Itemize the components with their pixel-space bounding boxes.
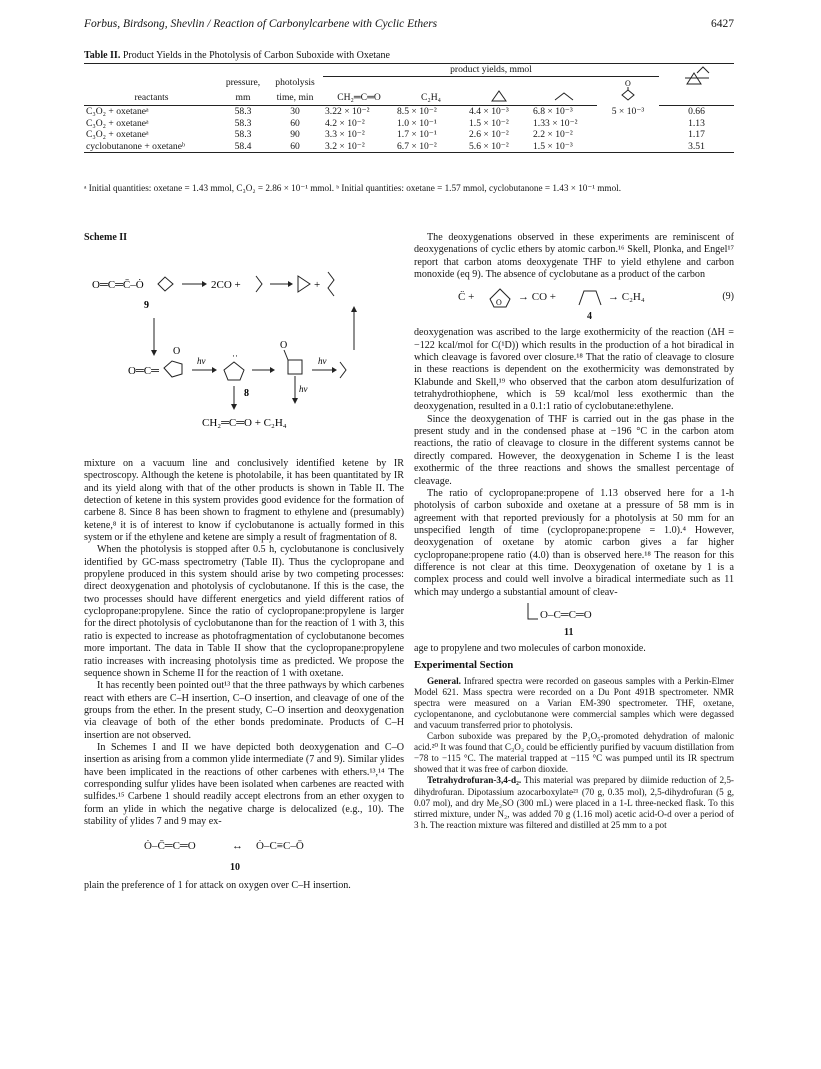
cyclopropane-icon [298,276,310,292]
biradical-11-structure [414,599,734,643]
arrow-icon [151,350,157,356]
paragraph: mixture on a vacuum line and conclusively identified ketene by IR spectroscopy. Although the ketene is photolabile, it has been quantitated by IR and its yield along with that of the other products is shown in Table II. The detection of ketene in this system provides good evidence for the formation of carbene 8. Since 8 has been shown to fragment to ethylene and (presumably) ketene,⁸ it is of interest to know if cyclobutanone is actually formed in this system or if the ethylene and ketene are simply a result of fragmentation of 8. [84,458,404,544]
compound-8-label: 8 [244,388,249,399]
left-column-body [84,458,404,893]
paragraph: When the photolysis is stopped after 0.5 h, cyclobutanone is conclusively identified by GC-mass spectrometry (Table II). Thus the cyclopropane and propylene produced in this system should arise by two competing processes: direct deoxygenation and photolysis of cyclobutanone. If this is the case, the two processes should have different energetics and yield different ratios of cyclopropane:propylene. Since the ratio of cyclopropane:propylene is larger for the direct photolysis of cyclobutanone than for the reaction of 1 with 3, this ratio is expected to increase as photofragmentation of cyclobutanone becomes more important. The data in Table II show that the cyclopropane:propylene ratio increases with increasing photolysis time as predicted. We propose the sequence shown in Scheme II for the reaction of 1 with oxetane. [84,544,404,679]
equation-number: (9) [722,291,734,303]
experimental-text [414,676,734,831]
cyclopentylidene-icon [224,362,244,380]
propene-icon [553,90,575,102]
arrow-icon [231,404,237,410]
arrow-icon [332,367,337,373]
carbon-atom: C̈ + [458,291,475,304]
paragraph: In Schemes I and II we have depicted both deoxygenation and C–O insertion as arising from a common ylide intermediate (7 and 9). Similar ylides have been implicated in the reactions of other carbenes with ethers.¹³,¹⁴ The corresponding sulfur ylides have been isolated when carbenes are reacted with sulfides.¹⁵ Carbene 1 should readily accept electrons from an ether oxygen to form an ylide in which the negative charge is delocalized (e.g., 10). The stability of ylides 7 and 9 may ex- [84,741,404,827]
arrow-icon [351,306,357,312]
cyclobutanone-o: O [625,79,631,88]
table-footnote: ᵃ Initial quantities: oxetane = 1.43 mmol, C₃O₂ = 2.86 × 10⁻¹ mmol. ᵇ Initial quantities: oxetane = 1.57 mmol, cyclobutanone = 1.43 × 10⁻¹ mmol. [84,183,622,193]
paragraph: It has recently been pointed out¹³ that the three pathways by which carbenes react with ethers are C–H insertion, C–O insertion, and cleavage of one of the groups from the ether. In the present study, C–O insertion and deoxygenation via cleavage of both of the ether bonds predominate. Products of C–H insertion are not observed. [84,680,404,741]
thf-ring-icon [164,361,182,377]
col-reactants: reactants [84,90,219,106]
compound-10-label: 10 [230,862,240,874]
compound-9-label: 9 [144,300,149,311]
paragraph: age to propylene and two molecules of carbon monoxide. [414,642,646,654]
table-label: Table II. [84,50,121,61]
svg-text:··: ·· [232,351,238,361]
general-text: Infrared spectra were recorded on gaseous samples with a Perkin-Elmer Model 621. Mass spectra were recorded on a Du Pont 491B spectrometer. NMR spectra were measured on a Varian EM-390 spectrometer. THF, oxetane, cyclopentanone, and cyclobutanone were commercial samples which were degassed and vacuum transferred prior to photolysis. [414,675,734,730]
two-co-label: 2CO + [211,279,241,291]
spanning-header: product yields, mmol [323,64,659,77]
page-number: 6427 [711,18,734,30]
svg-text:+: + [314,279,321,291]
resonance-arrow: ↔ [232,840,243,853]
ylide-10-structure [84,828,404,880]
table-caption [84,50,390,61]
biradical-icon [340,362,346,378]
col-time-line1: photolysis [275,77,315,88]
ring-o: O [496,298,502,308]
table-row: cyclobutanone + oxetaneᵇ 58.4 60 3.2 × 10⁻² 6.7 × 10⁻² 5.6 × 10⁻² 1.5 × 10⁻³ 3.51 [84,141,734,153]
col-pressure-line1: pressure, [225,77,261,88]
paragraph: deoxygenation was ascribed to the large exothermicity of the reaction (ΔH = −122 kcal/mol for C(¹D)) which results in the production of a hot biradical in which cleavage is favored over closure.¹⁸ That the ratio of cleavage to closure in these reactions is dependent on the exothermicity was demonstrated by Klabunde and Skell,¹⁹ who observed that the carbon atom desulfurization of tetrahydrothiophene, which is 59 kcal/mol less exothermic than the deoxygenation, resulted in a 0.1:1 ratio of cyclobutane:ethylene. [414,327,734,413]
general-head: General. [427,675,461,686]
table-title: Product Yields in the Photolysis of Carbon Suboxide with Oxetane [120,50,390,61]
arrow-icon [270,367,275,373]
arrow-icon [292,398,298,404]
thf-head: Tetrahydrofuran-3,4-d₂. [427,775,522,786]
scheme-ii-diagram [84,246,404,456]
cyclobutanone-icon [616,78,640,102]
thf-icon [486,283,514,309]
eq9-step2: → C₂H₄ [608,291,645,304]
table-row: C₃O₂ + oxetaneᵃ 58.3 60 4.2 × 10⁻² 1.0 × 10⁻¹ 1.5 × 10⁻² 1.33 × 10⁻² 1.13 [86,117,705,129]
hv-label-3: hν [299,384,308,394]
equation-9 [414,281,734,327]
ketene-ring-label: O═C═ [128,365,159,377]
col-pressure-line2: mm [219,90,267,106]
hv-label-2: hν [318,356,327,366]
paragraph: The ratio of cyclopropane:propene of 1.13 observed here for a 1-h photolysis of carbon suboxide and oxetane at a pressure of 58 mm is in agreement with that reported previously for a photolysis at 50 mm for an unspecified length of time (cyclopropane:propene = 1.0).⁴ However, deoxygenation of oxetane by atomic carbon gives a far higher cyclopropane:propene ratio (4.0) than is observed here.¹⁸ The reason for this difference is not clear at this time. Deoxygenation of oxetane by 1 is a complex process and could well involve a biradical intermediate such as 11 which may undergo a substantial amount of cleav- [414,487,734,598]
biradical-formula: O–C═C═O [540,608,592,621]
scheme-products: CH₂═C═O + C₂H₄ [202,417,287,429]
cyclobutanone-icon [288,360,302,374]
cyclopropane-propene-ratio-icon [683,64,711,86]
ylide-10-left: Ȯ–C̄═C═O [144,840,196,853]
cyclopropane-icon [490,90,508,102]
table-row: C₃O₂ + oxetaneᵃ 58.3 90 3.3 × 10⁻² 1.7 × 10⁻¹ 2.6 × 10⁻² 2.2 × 10⁻² 1.17 [86,129,705,140]
oxetane-ring-icon [158,277,173,291]
compound-11-label: 11 [564,626,574,638]
thf-text: This material was prepared by diimide reduction of 2,5-dihydrofuran. Dipotassium azocarboxylate²¹ (70 g, 0.35 mol), 2,5-dihydrofuran (5 g, 0.07 mol), and dry Me₂SO (300 mL) were placed in a 1-L three-necked flask. To this stirred mixture, under N₂, was added 70 g (1.16 mol) acetic acid-O-d over a period of 3 h. The reaction mixture was filtered and distilled at 25 mm to a pot [414,775,734,830]
experimental-heading: Experimental Section [414,659,514,672]
paragraph: plain the preference of 1 for attack on oxygen over C–H insertion. [84,880,351,892]
arrow-icon [202,281,207,287]
col-ketene: CH₂═C═O [323,90,395,106]
carbonyl-o: O [280,340,288,351]
ring-oxygen: O [173,346,181,357]
hv-label-1: hν [197,356,206,366]
product-yields-table [84,63,734,153]
paragraph: The deoxygenations observed in these experiments are reminiscent of deoxygenations of cyclic ethers by atomic carbon.¹⁶ Skell, Plonka, and Engel¹⁷ report that carbon atoms deoxygenate THF to yield ethylene and carbon monoxide (eq 9). The absence of cyclobutane as a product of the carbon [414,232,734,281]
arrow-icon [212,367,217,373]
scheme-title: Scheme II [84,232,128,243]
table-row: C₃O₂ + oxetaneᵃ 58.3 30 3.22 × 10⁻² 8.5 × 10⁻² 4.4 × 10⁻³ 6.8 × 10⁻³ 5 × 10⁻³ 0.66 [86,105,705,117]
tetramethylene-icon [576,285,604,307]
col-ethylene: C₂H₄ [395,90,467,106]
ylide-10-right: Ȯ–C≡C–Ō [256,840,304,853]
paragraph: Since the deoxygenation of THF is carried out in the gas phase in the present study and in the condensed phase at −196 °C in the carbon atom reactions, the ratio of cleavage to closure in the different systems cannot be directly compared. However, the deoxygenation in Scheme I is the least exothermic of the three reactions and shows the smallest percentage of cleavage. [414,413,734,487]
biradical-icon [256,276,262,292]
arrow-icon [288,281,293,287]
ylide-formula: O═C═C̄–Ȯ [92,279,144,291]
running-header [84,18,734,34]
paragraph: Carbon suboxide was prepared by the P₂O₅-promoted dehydration of malonic acid.²⁰ It was found that C₃O₂ could be efficiently purified by vacuum distillation from −78 to −115 °C. The material trapped at −115 °C was pumped until its IR spectrum showed that it was free of carbon dioxide. [414,731,734,775]
eq9-step1: → CO + [518,291,556,304]
right-column-body [414,232,734,831]
col-time-line2: time, min [267,90,323,106]
compound-4-label: 4 [587,311,592,323]
propene-icon [328,272,334,296]
running-title: Forbus, Birdsong, Shevlin / Reaction of Carbonylcarbene with Cyclic Ethers [84,18,438,30]
